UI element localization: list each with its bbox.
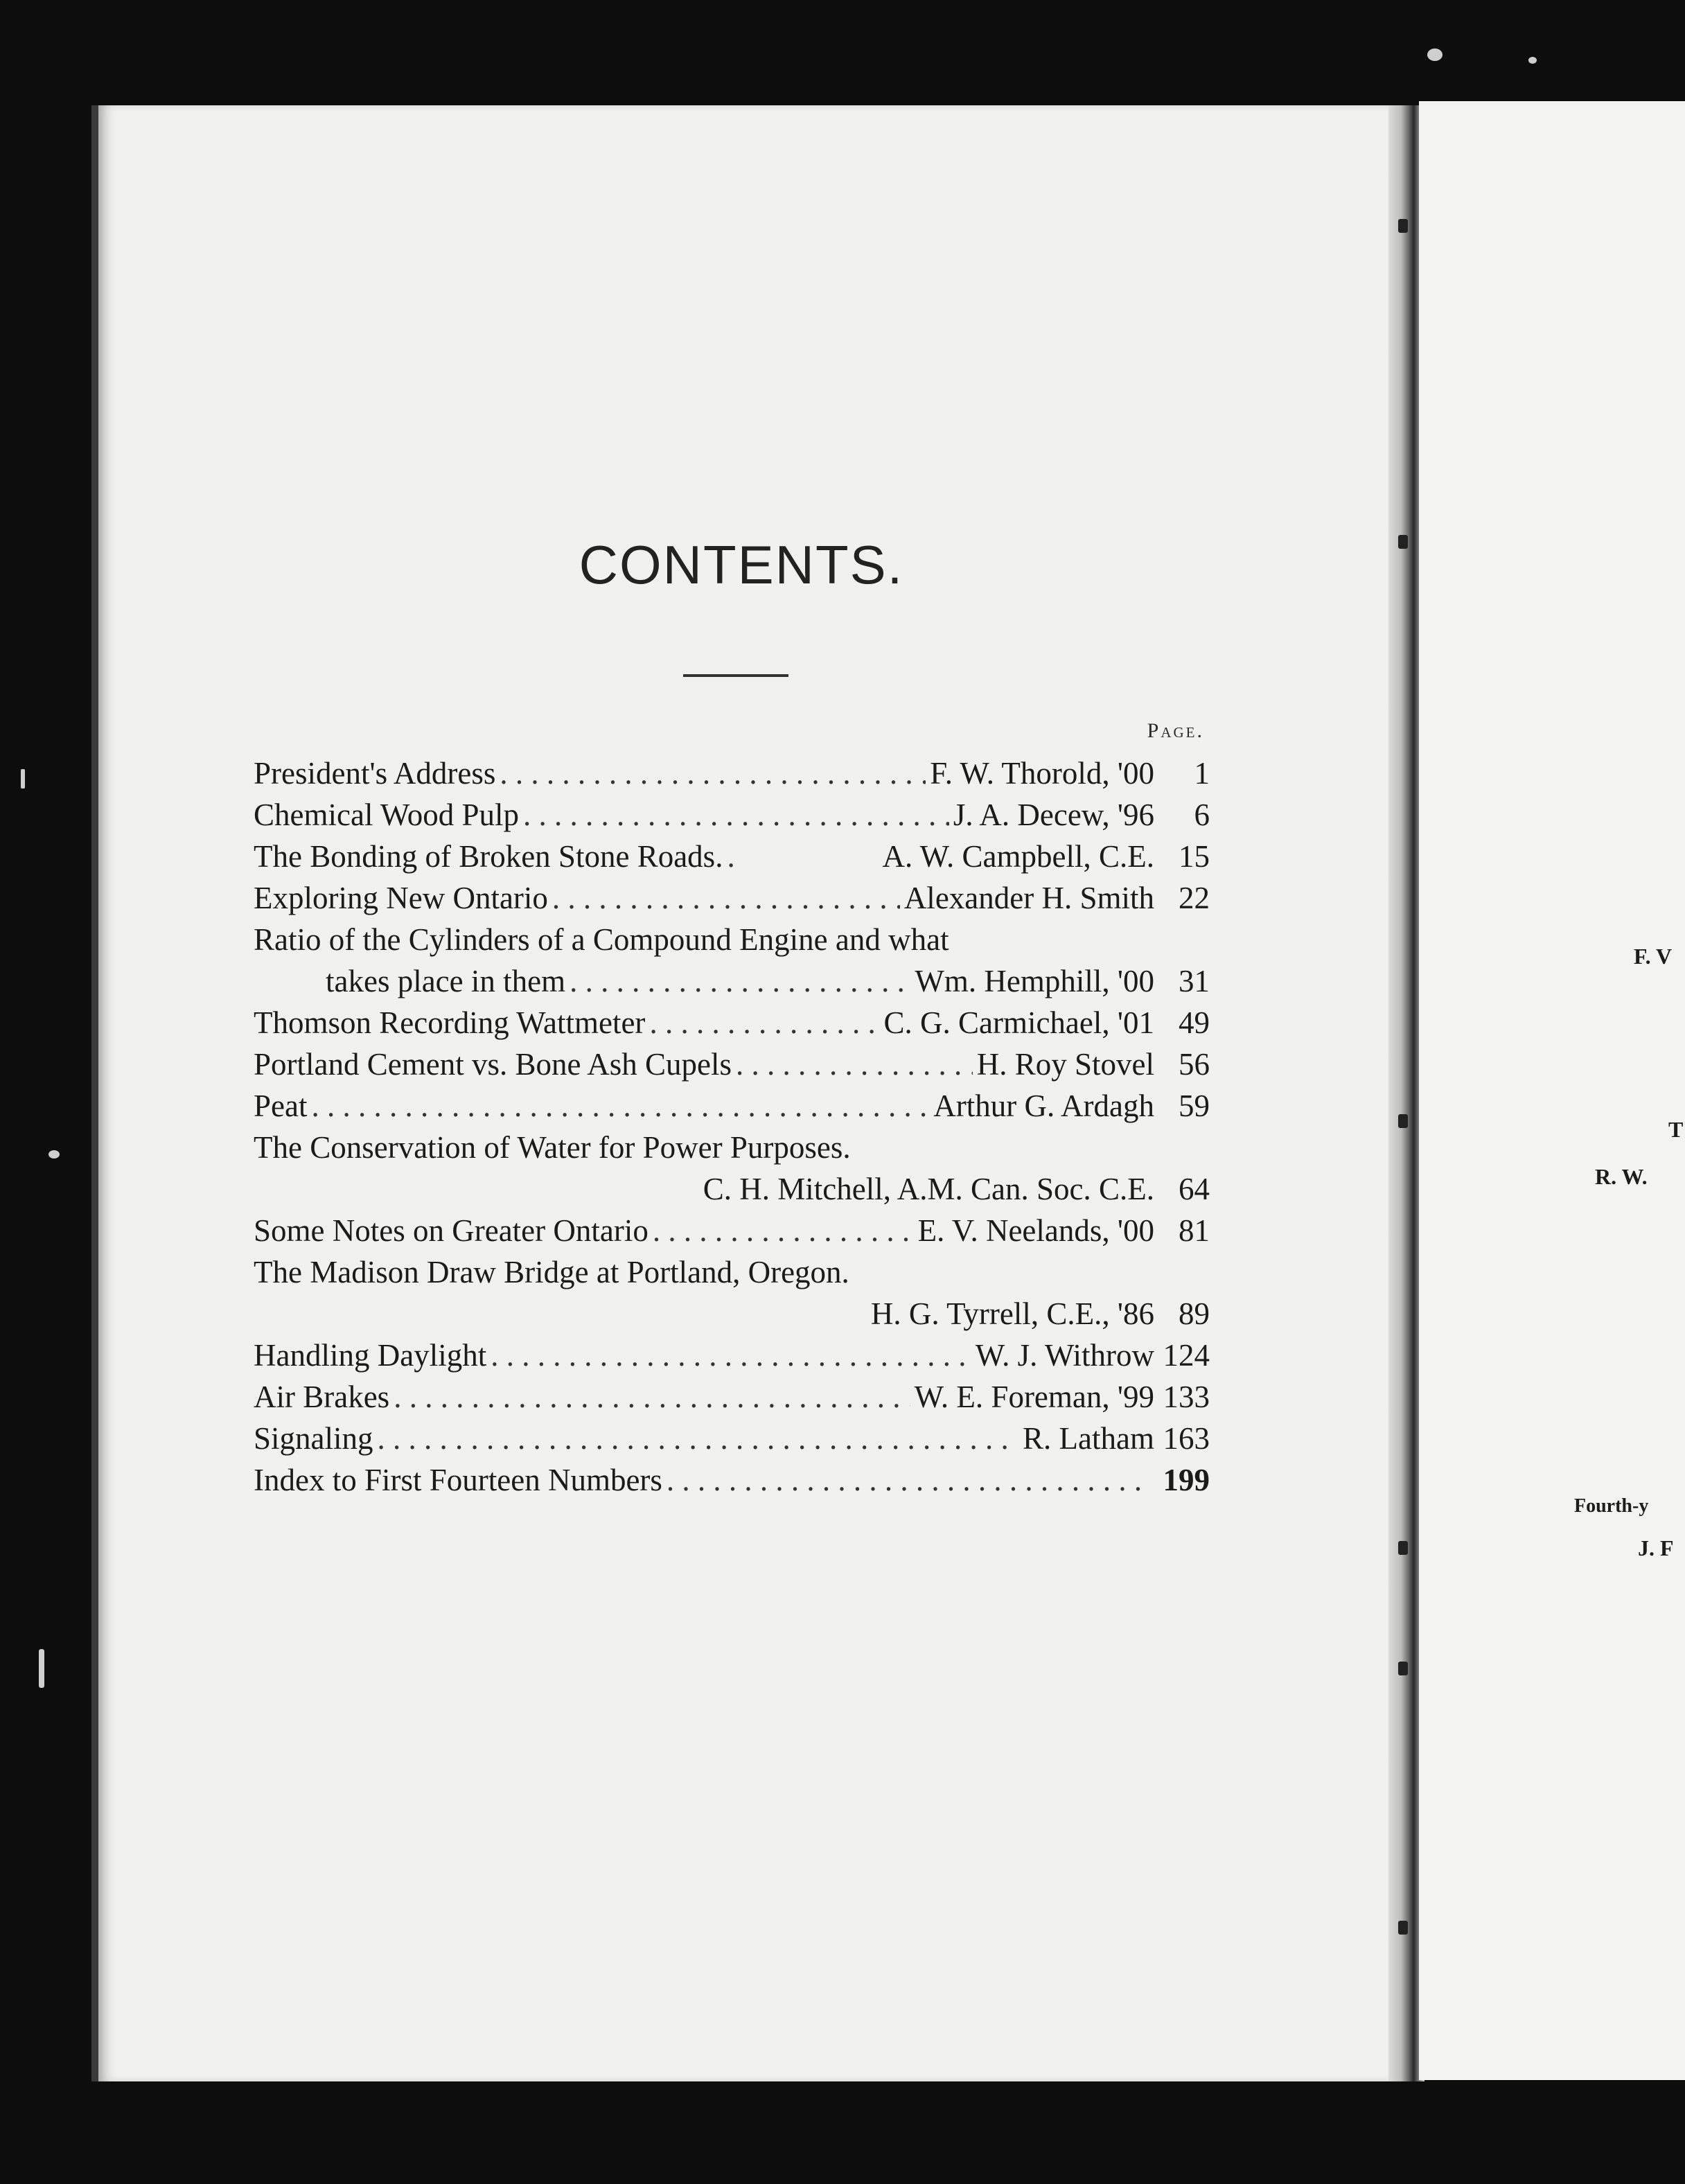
entry-author: C. H. Mitchell, A.M. Can. Soc. C.E. (703, 1172, 1154, 1206)
binding-stitch (1398, 1921, 1408, 1935)
entry-page: 31 (1179, 964, 1210, 998)
toc-entry-line2 (254, 1168, 1210, 1210)
dot-leader (736, 1043, 973, 1085)
toc-entry (254, 1418, 1210, 1459)
page-column-header: Page. (1147, 719, 1204, 742)
toc-entry (254, 836, 1210, 877)
right-page (1419, 101, 1685, 2080)
toc-entry (254, 1376, 1210, 1418)
entry-title: Portland Cement vs. Bone Ash Cupels (254, 1047, 732, 1082)
dot-leader (667, 1459, 1150, 1501)
page-title: CONTENTS. (579, 534, 904, 595)
entry-page: 49 (1179, 1005, 1210, 1040)
entry-title: Some Notes on Greater Ontario (254, 1213, 649, 1248)
entry-page: 133 (1163, 1380, 1210, 1414)
dot-leader (552, 877, 900, 919)
table-of-contents (254, 752, 1210, 1501)
entry-author: Alexander H. Smith (903, 881, 1154, 915)
entry-author: W. E. Foreman, '99 (914, 1380, 1154, 1414)
scan-speck (39, 1649, 44, 1688)
entry-page: 199 (1163, 1463, 1210, 1497)
entry-title: Handling Daylight (254, 1338, 487, 1373)
toc-entry (254, 1043, 1210, 1085)
toc-entry-line2 (254, 960, 1210, 1002)
scan-speck (1427, 49, 1443, 61)
entry-page: 1 (1194, 756, 1210, 791)
entry-title: Signaling (254, 1421, 373, 1456)
entry-author: E. V. Neelands, '00 (917, 1213, 1154, 1248)
entry-page: 56 (1179, 1047, 1210, 1082)
entry-author: H. G. Tyrrell, C.E., '86 (870, 1296, 1154, 1331)
dot-leader (378, 1418, 1019, 1459)
right-page-fragment: T (1668, 1117, 1684, 1142)
toc-entry (254, 1459, 1210, 1501)
entry-title: Peat (254, 1089, 308, 1123)
entry-page: 124 (1163, 1338, 1210, 1373)
entry-title: Air Brakes (254, 1380, 390, 1414)
right-page-fragment: F. V (1634, 944, 1673, 969)
entry-title: Index to First Fourteen Numbers (254, 1463, 662, 1497)
entry-page: 6 (1194, 798, 1210, 832)
entry-page: 15 (1179, 839, 1210, 874)
toc-entry (254, 1002, 1210, 1043)
dot-leader (649, 1002, 879, 1043)
entry-author: Arthur G. Ardagh (933, 1089, 1154, 1123)
entry-author: R. Latham (1023, 1421, 1154, 1456)
entry-title: The Bonding of Broken Stone Roads. (254, 839, 723, 874)
entry-author: J. A. Decew, '96 (953, 798, 1154, 832)
entry-page: 64 (1179, 1172, 1210, 1206)
toc-entry (254, 794, 1210, 836)
entry-page: 163 (1163, 1421, 1210, 1456)
toc-entry (254, 1210, 1210, 1251)
binding-stitch (1398, 219, 1408, 233)
entry-title: Exploring New Ontario (254, 881, 548, 915)
dot-leader (491, 1335, 971, 1376)
entry-page: 81 (1179, 1213, 1210, 1248)
dot-leader (394, 1376, 910, 1418)
entry-author: Wm. Hemphill, '00 (915, 964, 1154, 998)
scan-speck (48, 1150, 60, 1159)
toc-entry (254, 1085, 1210, 1127)
dot-leader (653, 1210, 914, 1251)
binding-stitch (1398, 1662, 1408, 1675)
entry-title: The Madison Draw Bridge at Portland, Oregon. (254, 1255, 849, 1289)
right-page-fragment: J. F (1638, 1535, 1674, 1560)
toc-entry-line1 (254, 1251, 1210, 1293)
right-page-fragment: R. W. (1595, 1164, 1648, 1189)
binding-stitch (1398, 1541, 1408, 1555)
right-page-fragment: Fourth-y (1574, 1495, 1649, 1517)
entry-title: The Conservation of Water for Power Purposes. (254, 1130, 851, 1165)
entry-author: C. G. Carmichael, '01 (883, 1005, 1154, 1040)
toc-entry-line1 (254, 1127, 1210, 1168)
entry-page: 22 (1179, 881, 1210, 915)
entry-title-continued: takes place in them (326, 964, 566, 998)
scan-speck (1528, 57, 1537, 64)
entry-title: Ratio of the Cylinders of a Compound Engine and what (254, 922, 949, 957)
entry-title: President's Address (254, 756, 496, 791)
toc-entry-line2 (254, 1293, 1210, 1335)
toc-entry-line1 (254, 919, 1210, 960)
scan-speck (21, 769, 25, 789)
title-rule (683, 674, 788, 677)
toc-entry (254, 752, 1210, 794)
dot-leader (727, 836, 741, 877)
entry-page: 59 (1179, 1089, 1210, 1123)
dot-leader (523, 794, 949, 836)
toc-entry (254, 1335, 1210, 1376)
toc-entry (254, 877, 1210, 919)
entry-author: A. W. Campbell, C.E. (882, 839, 1154, 874)
dot-leader (570, 960, 910, 1002)
entry-author: F. W. Thorold, '00 (930, 756, 1154, 791)
entry-author: H. Roy Stovel (976, 1047, 1154, 1082)
entry-title: Thomson Recording Wattmeter (254, 1005, 646, 1040)
entry-page: 89 (1179, 1296, 1210, 1331)
dot-leader (500, 752, 926, 794)
entry-author: W. J. Withrow (975, 1338, 1154, 1373)
entry-title: Chemical Wood Pulp (254, 798, 520, 832)
dot-leader (311, 1085, 929, 1127)
binding-stitch (1398, 1114, 1408, 1128)
